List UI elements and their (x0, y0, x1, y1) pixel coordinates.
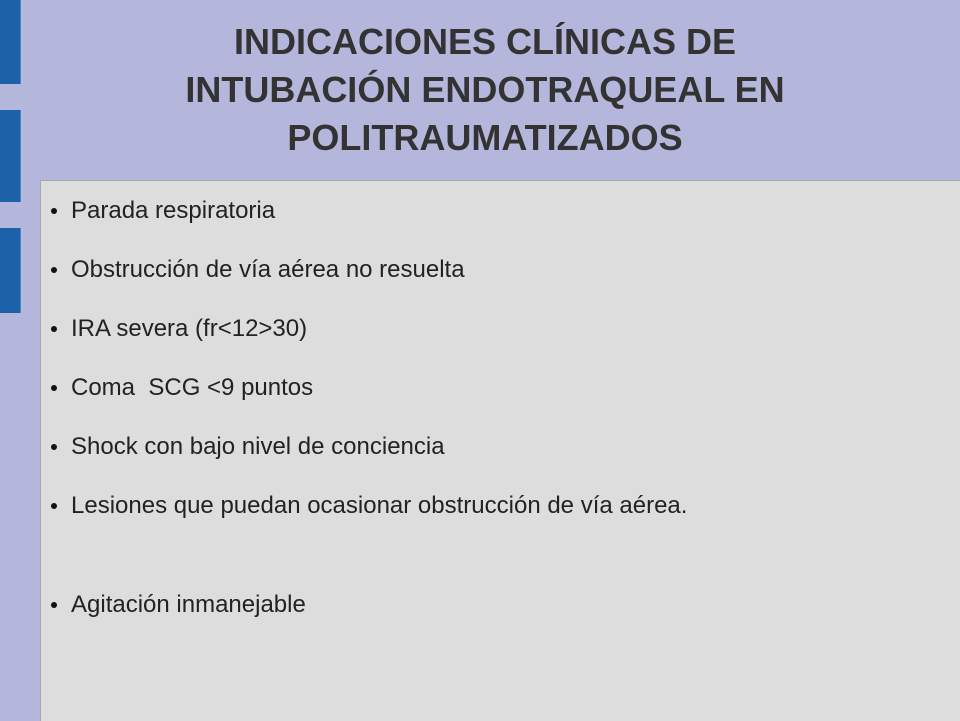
bullet-text: IRA severa (fr<12>30) (71, 315, 308, 342)
bullet-dot-icon (51, 208, 57, 214)
bullet-dot-icon (51, 326, 57, 332)
bullet-item (71, 429, 911, 465)
bullet-dot-icon (51, 385, 57, 391)
slide-title-line-3: POLITRAUMATIZADOS (287, 117, 683, 158)
bullet-text: Parada respiratoria (71, 197, 276, 224)
bullet-item (71, 193, 911, 229)
bullet-text: Lesiones que puedan ocasionar obstrucción de vía aérea. (71, 492, 688, 519)
bullet-text: Agitación inmanejable (71, 591, 306, 618)
bullet-dot-icon (51, 503, 57, 509)
slide-title-line-2: INTUBACIÓN ENDOTRAQUEAL EN (185, 69, 785, 110)
bullet-dot-icon (51, 602, 57, 608)
bullet-dot-icon (51, 444, 57, 450)
accent-bar-top (0, 0, 21, 84)
accent-bar-bottom (0, 228, 21, 313)
bullet-text: Coma SCG <9 puntos (71, 374, 314, 401)
bullet-dot-icon (51, 267, 57, 273)
bullet-text: Shock con bajo nivel de conciencia (71, 433, 445, 460)
slide-title-line-1: INDICACIONES CLÍNICAS DE (233, 21, 737, 62)
slide-title (20, 18, 950, 162)
content-box (40, 180, 960, 721)
bullet-item (71, 587, 911, 623)
accent-bar-middle (0, 110, 21, 202)
bullet-text: Obstrucción de vía aérea no resuelta (71, 256, 465, 283)
bullet-item (71, 488, 911, 524)
bullet-item (71, 370, 911, 406)
bullet-item (71, 311, 911, 347)
bullet-item (71, 252, 911, 288)
